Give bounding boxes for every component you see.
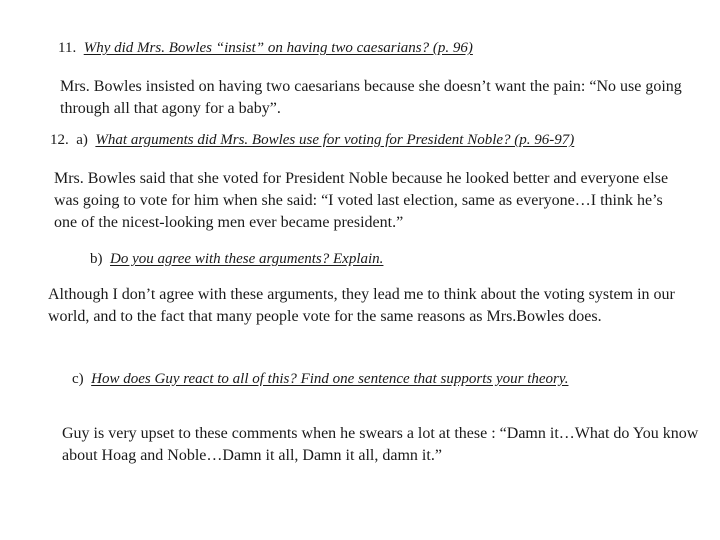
answer-11: Mrs. Bowles insisted on having two caesarians because she doesn’t want the pain: “No use going through all that agony for a baby”. <box>60 78 682 117</box>
question-12b <box>90 248 383 270</box>
question-12c <box>72 368 568 390</box>
question-12-number: 12. <box>50 132 69 148</box>
answer-12a: Mrs. Bowles said that she voted for President Noble because he looked better and everyone else was going to vote for him when she said: “I voted last election, same as everyone…I think he’s one of the nicest-looking men ever became president.” <box>54 170 669 231</box>
question-11 <box>58 37 473 59</box>
answer-12b: Although I don’t agree with these arguments, they lead me to think about the voting system in our world, and to the fact that many people vote for the same reasons as Mrs.Bowles does. <box>48 286 675 325</box>
question-12b-text: Do you agree with these arguments? Explain. <box>110 251 384 267</box>
question-12a <box>50 129 574 151</box>
question-12b-label: b) <box>90 251 103 267</box>
question-11-number: 11. <box>58 40 77 56</box>
question-12a-label: a) <box>76 132 88 148</box>
question-12c-label: c) <box>72 371 84 387</box>
answer-12c: Guy is very upset to these comments when he swears a lot at these : “Damn it…What do You know about Hoag and Noble…Damn it all, Damn it all, damn it.” <box>62 425 699 464</box>
question-12c-text: How does Guy react to all of this? Find one sentence that supports your theory. <box>91 371 569 387</box>
question-12a-text: What arguments did Mrs. Bowles use for voting for President Noble? (p. 96-97) <box>95 132 575 148</box>
question-11-text: Why did Mrs. Bowles “insist” on having two caesarians? (p. 96) <box>83 40 473 56</box>
